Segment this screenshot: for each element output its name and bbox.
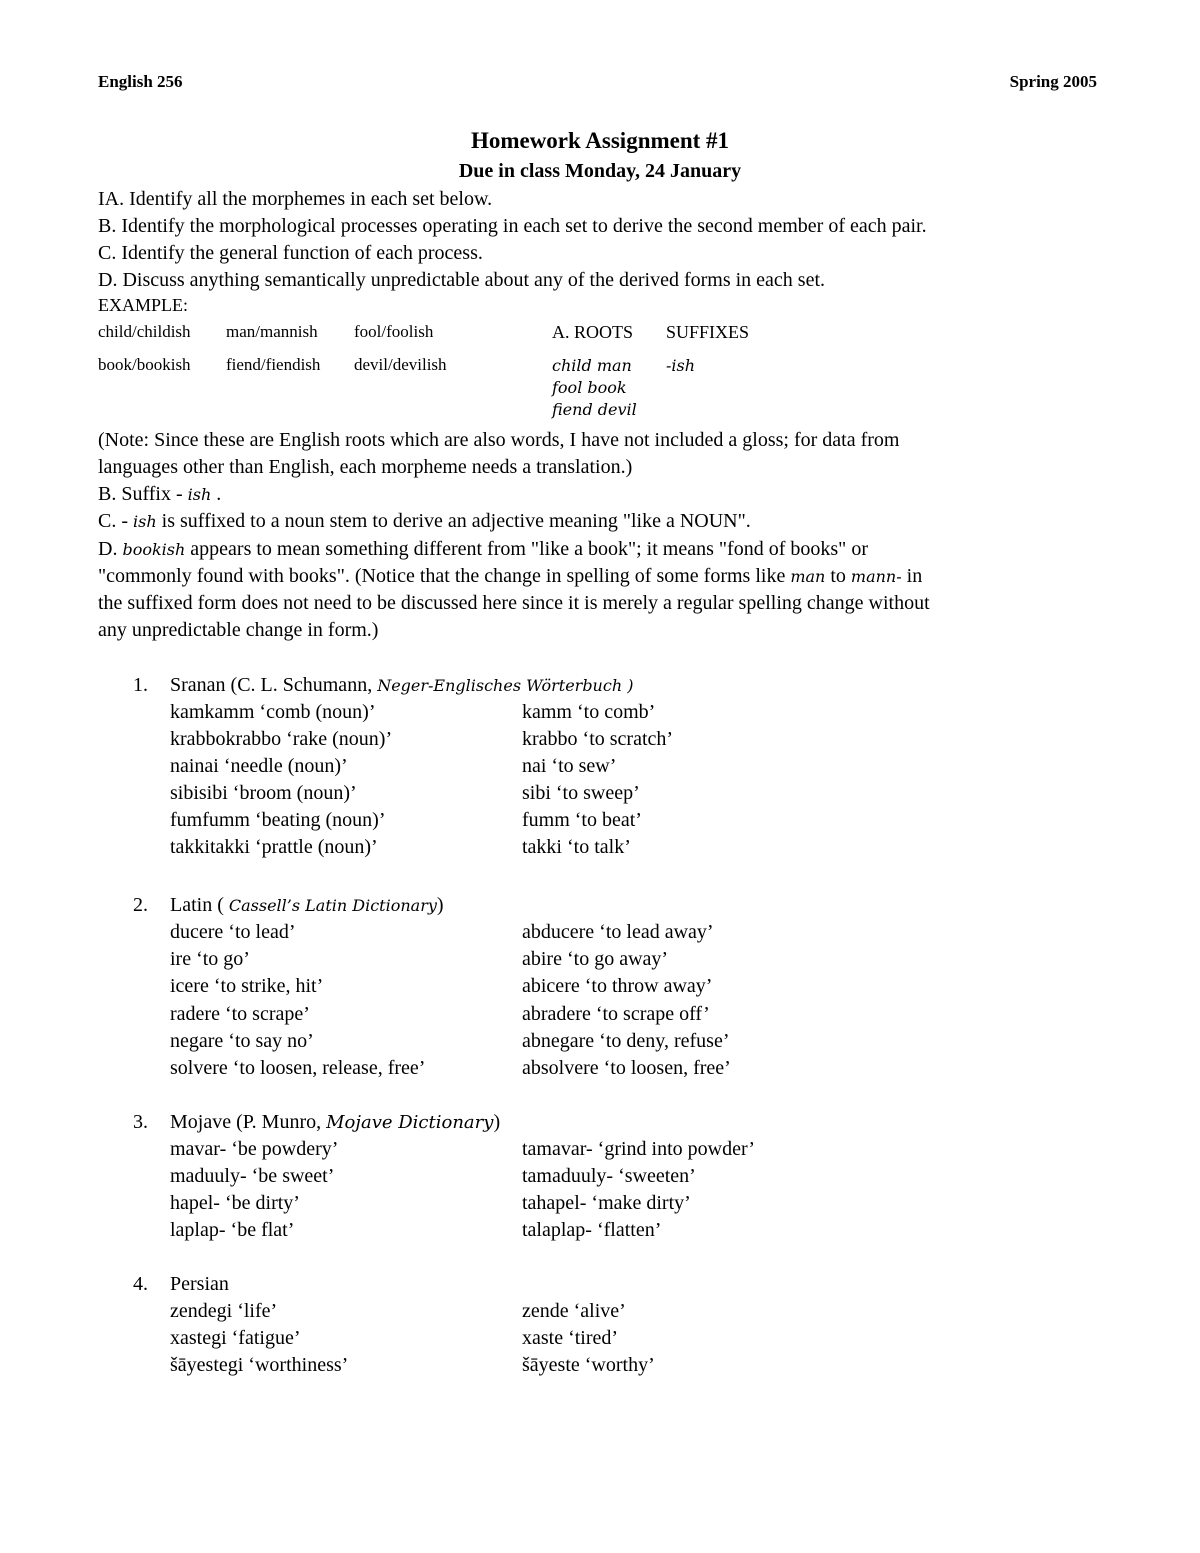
derived-form: fumm ‘to beat’ xyxy=(522,809,642,831)
roots-header: A. ROOTS xyxy=(552,322,634,342)
derived-form: abradere ‘to scrape off’ xyxy=(522,1003,710,1025)
base-form: negare ‘to say no’ xyxy=(170,1030,314,1052)
base-form: krabbokrabbo ‘rake (noun)’ xyxy=(170,728,393,750)
instruction-c: C. Identify the general function of each process. xyxy=(98,242,483,264)
answer-c xyxy=(98,509,751,534)
example-pair: man/mannish xyxy=(226,322,318,341)
derived-form: absolvere ‘to loosen, free’ xyxy=(522,1057,731,1079)
derived-form: tamavar- ‘grind into powder’ xyxy=(522,1138,756,1160)
answer-italic: ish xyxy=(187,485,212,504)
term-header: Spring 2005 xyxy=(1009,72,1097,91)
answer-d-line-2 xyxy=(98,564,922,589)
course-header: English 256 xyxy=(98,72,183,91)
derived-form: tamaduuly- ‘sweeten’ xyxy=(522,1165,696,1187)
note-line-2: languages other than English, each morpheme needs a translation.) xyxy=(98,456,633,478)
base-form: takkitakki ‘prattle (noun)’ xyxy=(170,836,378,858)
suffixes-header: SUFFIXES xyxy=(666,322,750,342)
derived-form: krabbo ‘to scratch’ xyxy=(522,728,674,750)
base-form: fumfumm ‘beating (noun)’ xyxy=(170,809,386,831)
derived-form: nai ‘to sew’ xyxy=(522,755,617,777)
note-line-1: (Note: Since these are English roots which are also words, I have not included a gloss; for data from xyxy=(98,429,900,451)
answer-text: to xyxy=(825,565,851,587)
answer-b xyxy=(98,482,221,507)
section-language: Mojave (P. Munro, xyxy=(170,1111,327,1133)
base-form: kamkamm ‘comb (noun)’ xyxy=(170,701,376,723)
example-roots: fool book xyxy=(552,378,627,397)
base-form: hapel- ‘be dirty’ xyxy=(170,1192,300,1214)
base-form: ducere ‘to lead’ xyxy=(170,921,296,943)
derived-form: abducere ‘to lead away’ xyxy=(522,921,714,943)
instruction-d: D. Discuss anything semantically unpredictable about any of the derived forms in each set. xyxy=(98,269,826,291)
answer-d-line-3: the suffixed form does not need to be discussed here since it is merely a regular spelling change without xyxy=(98,592,930,614)
answer-italic: man xyxy=(790,567,826,586)
section-source: Neger-Englisches Wörterbuch ) xyxy=(377,676,634,695)
answer-text: is suffixed to a noun stem to derive an adjective meaning "like a NOUN". xyxy=(156,510,751,532)
example-label: EXAMPLE: xyxy=(98,295,188,315)
base-form: zendegi ‘life’ xyxy=(170,1300,278,1322)
section-source: Cassell’s Latin Dictionary xyxy=(228,896,437,915)
answer-text: D. xyxy=(98,538,123,560)
section-close: ) xyxy=(436,894,444,916)
instruction-b: B. Identify the morphological processes operating in each set to derive the second member of each pair. xyxy=(98,215,927,237)
section-number: 4. xyxy=(133,1273,148,1295)
derived-form: takki ‘to talk’ xyxy=(522,836,631,858)
base-form: šāyestegi ‘worthiness’ xyxy=(170,1354,349,1376)
example-pair: devil/devilish xyxy=(354,355,447,374)
base-form: nainai ‘needle (noun)’ xyxy=(170,755,348,777)
section-title: Persian xyxy=(170,1273,229,1295)
derived-form: xaste ‘tired’ xyxy=(522,1327,619,1349)
section-source: Mojave Dictionary xyxy=(326,1112,494,1133)
section-language: Sranan (C. L. Schumann, xyxy=(170,674,378,696)
section-number: 3. xyxy=(133,1111,148,1133)
section-language: Latin ( xyxy=(170,894,229,916)
example-pair: book/bookish xyxy=(98,355,191,374)
derived-form: abire ‘to go away’ xyxy=(522,948,669,970)
page-title: Homework Assignment #1 xyxy=(470,128,730,153)
example-pair: fool/foolish xyxy=(354,322,434,341)
example-pair: child/childish xyxy=(98,322,191,341)
answer-text: B. Suffix - xyxy=(98,483,188,505)
derived-form: šāyeste ‘worthy’ xyxy=(522,1354,655,1376)
base-form: laplap- ‘be flat’ xyxy=(170,1219,295,1241)
section-title xyxy=(170,894,444,917)
derived-form: talaplap- ‘flatten’ xyxy=(522,1219,662,1241)
example-roots: child man xyxy=(552,356,632,375)
base-form: solvere ‘to loosen, release, free’ xyxy=(170,1057,426,1079)
base-form: sibisibi ‘broom (noun)’ xyxy=(170,782,357,804)
section-close: ) xyxy=(493,1111,501,1133)
answer-italic: mann- xyxy=(850,567,902,586)
base-form: xastegi ‘fatigue’ xyxy=(170,1327,301,1349)
section-title xyxy=(170,674,633,697)
derived-form: kamm ‘to comb’ xyxy=(522,701,656,723)
example-pair: fiend/fiendish xyxy=(226,355,321,374)
section-title xyxy=(170,1111,500,1134)
derived-form: zende ‘alive’ xyxy=(522,1300,626,1322)
section-number: 2. xyxy=(133,894,148,916)
answer-text: "commonly found with books". (Notice that the change in spelling of some forms like xyxy=(98,565,791,587)
answer-text: appears to mean something different from "like a book"; it means "fond of books" or xyxy=(185,538,868,560)
base-form: ire ‘to go’ xyxy=(170,948,250,970)
answer-italic: ish xyxy=(133,512,157,531)
base-form: mavar- ‘be powdery’ xyxy=(170,1138,339,1160)
example-roots: fiend devil xyxy=(552,400,637,419)
answer-text: C. - xyxy=(98,510,133,532)
example-suffix: -ish xyxy=(666,356,696,375)
instruction-ia: IA. Identify all the morphemes in each set below. xyxy=(98,188,493,210)
derived-form: abnegare ‘to deny, refuse’ xyxy=(522,1030,730,1052)
answer-d-line-4: any unpredictable change in form.) xyxy=(98,619,379,641)
derived-form: tahapel- ‘make dirty’ xyxy=(522,1192,691,1214)
derived-form: abicere ‘to throw away’ xyxy=(522,975,713,997)
due-date: Due in class Monday, 24 January xyxy=(458,160,742,182)
base-form: radere ‘to scrape’ xyxy=(170,1003,310,1025)
base-form: maduuly- ‘be sweet’ xyxy=(170,1165,335,1187)
answer-italic: bookish xyxy=(122,540,186,559)
section-number: 1. xyxy=(133,674,148,696)
answer-text: . xyxy=(211,483,222,505)
answer-d xyxy=(98,537,868,562)
base-form: icere ‘to strike, hit’ xyxy=(170,975,324,997)
derived-form: sibi ‘to sweep’ xyxy=(522,782,640,804)
answer-text: in xyxy=(901,565,923,587)
